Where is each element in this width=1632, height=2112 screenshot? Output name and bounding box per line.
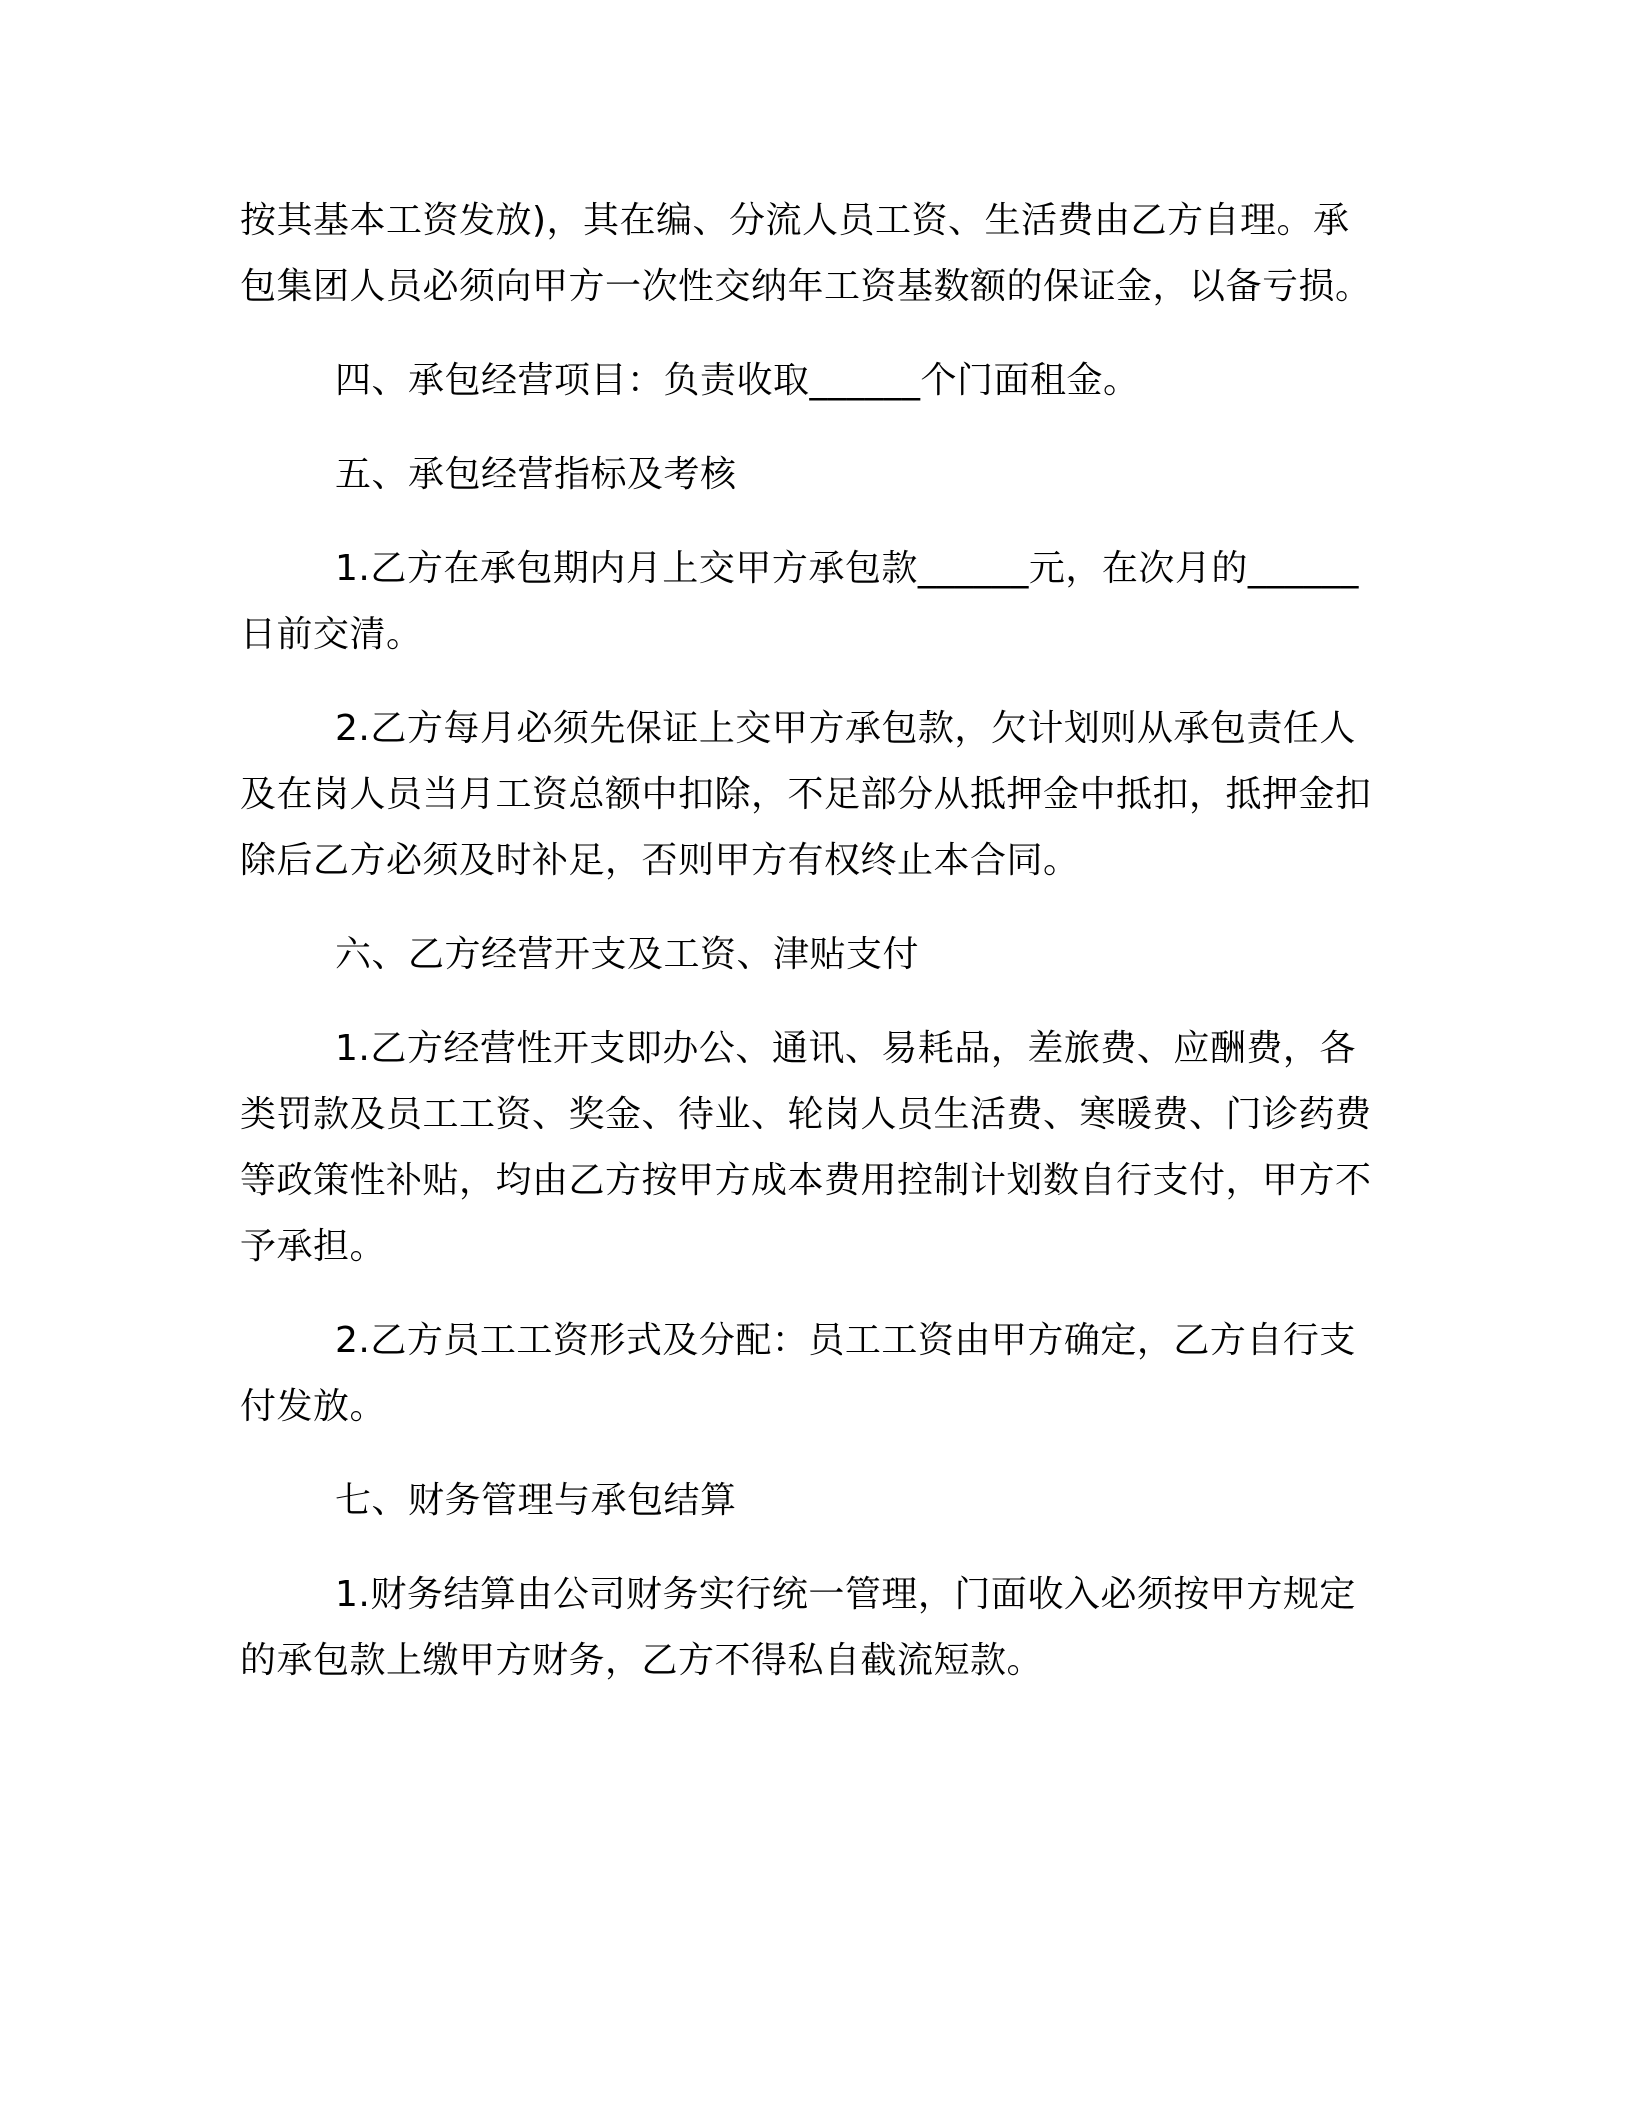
paragraph-monthly-payment: 1.乙方在承包期内月上交甲方承包款______元，在次月的______日前交清。 bbox=[240, 548, 1359, 655]
paragraph-wage-continuation: 按其基本工资发放)，其在编、分流人员工资、生活费由乙方自理。承包集团人员必须向甲方一次性交纳年工资基数额的保证金，以备亏损。 bbox=[240, 200, 1372, 307]
section-heading-contract-items: 四、承包经营项目：负责收取______个门面租金。 bbox=[335, 360, 1140, 401]
paragraph-wage-distribution: 2.乙方员工工资形式及分配：员工工资由甲方确定，乙方自行支付发放。 bbox=[240, 1320, 1356, 1427]
paragraph-payment-guarantee: 2.乙方每月必须先保证上交甲方承包款，欠计划则从承包责任人及在岗人员当月工资总额中扣除，不足部分从抵押金中抵扣，抵押金扣除后乙方必须及时补足，否则甲方有权终止本合同。 bbox=[240, 708, 1372, 881]
section-heading-expenses: 六、乙方经营开支及工资、津贴支付 bbox=[335, 934, 920, 975]
paragraph-operating-expenses: 1.乙方经营性开支即办公、通讯、易耗品，差旅费、应酬费，各类罚款及员工工资、奖金、待业、轮岗人员生活费、寒暖费、门诊药费等政策性补贴，均由乙方按甲方成本费用控制计划数自行支付，甲方不予承担。 bbox=[240, 1028, 1372, 1267]
paragraph-financial-settlement: 1.财务结算由公司财务实行统一管理，门面收入必须按甲方规定的承包款上缴甲方财务，乙方不得私自截流短款。 bbox=[240, 1574, 1356, 1681]
document-body bbox=[240, 188, 1380, 1722]
section-heading-indicators: 五、承包经营指标及考核 bbox=[335, 454, 737, 495]
section-heading-finance: 七、财务管理与承包结算 bbox=[335, 1480, 737, 1521]
